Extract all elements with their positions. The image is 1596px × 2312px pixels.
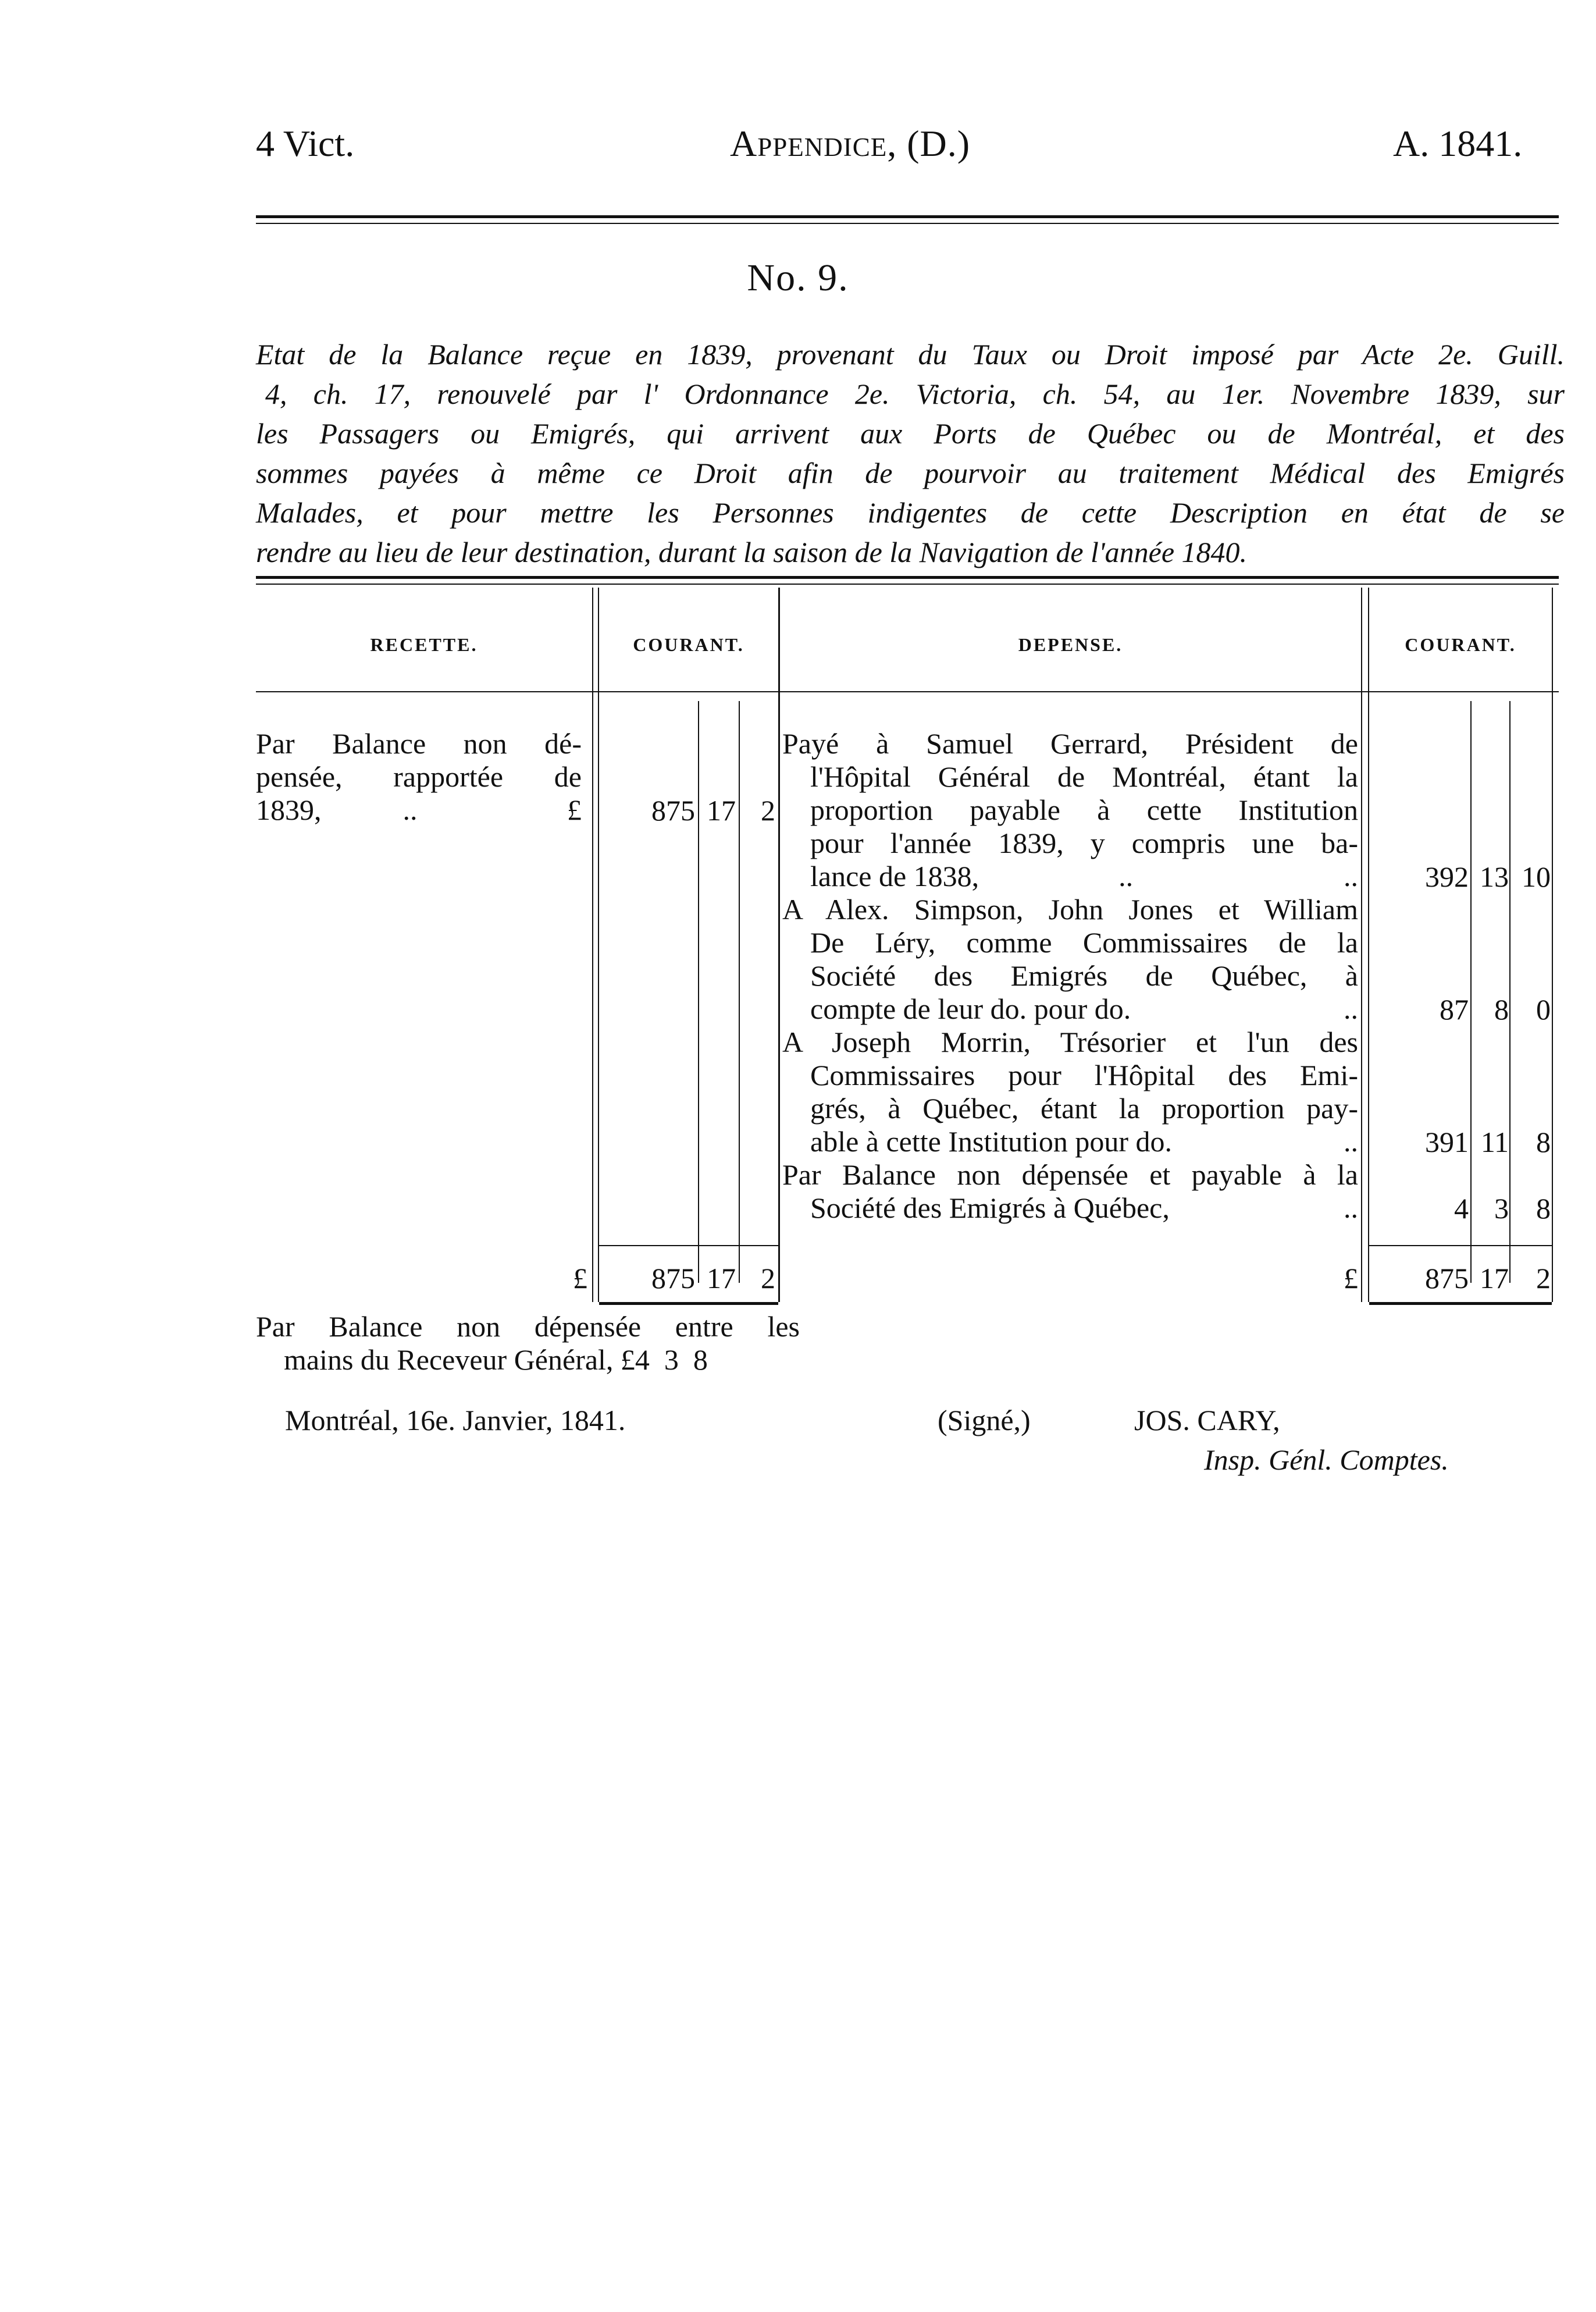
total-double-rule bbox=[599, 1302, 778, 1305]
depense-2-pounds: 87 bbox=[1440, 993, 1469, 1026]
depense-line: lance de 1838, bbox=[810, 860, 979, 892]
depense-line: Commissaires pour l'Hôpital des Emi- bbox=[810, 1059, 1358, 1091]
depense-4-shillings: 3 bbox=[1494, 1192, 1509, 1225]
total-double-rule bbox=[1369, 1302, 1552, 1305]
leader-dots: .. bbox=[1344, 1191, 1358, 1224]
total-right-pounds: 875 bbox=[1425, 1262, 1469, 1294]
col-divider bbox=[1361, 588, 1362, 1302]
depense-line: Société des Emigrés de Québec, à bbox=[810, 959, 1358, 992]
total-left-shillings: 17 bbox=[707, 1262, 736, 1294]
balance-note-line: Par Balance non dépensée entre les bbox=[256, 1310, 800, 1343]
depense-4-pence: 8 bbox=[1536, 1192, 1551, 1225]
header-rule-thin bbox=[256, 223, 1559, 224]
total-rule bbox=[1369, 1245, 1552, 1246]
depense-line: compte de leur do. pour do. bbox=[810, 993, 1131, 1025]
signatory-title: Insp. Génl. Comptes. bbox=[1204, 1443, 1449, 1476]
depense-1-shillings: 13 bbox=[1480, 860, 1509, 893]
depense-3-pence: 8 bbox=[1536, 1126, 1551, 1158]
total-right-pence: 2 bbox=[1536, 1262, 1551, 1294]
total-left-pence: 2 bbox=[761, 1262, 775, 1294]
table-top-rule bbox=[256, 576, 1559, 579]
intro-line: rendre au lieu de leur destination, durant la saison de la Navigation de l'année 1840. bbox=[256, 536, 1248, 568]
intro-line: les Passagers ou Emigrés, qui arrivent aux Ports de Québec ou de Montréal, et des bbox=[256, 417, 1565, 450]
col-divider bbox=[698, 701, 699, 1283]
depense-line: l'Hôpital Général de Montréal, étant la bbox=[810, 760, 1358, 793]
depense-3-pounds: 391 bbox=[1425, 1126, 1469, 1158]
depense-entry bbox=[782, 1026, 1358, 1158]
depense-1-pounds: 392 bbox=[1425, 860, 1469, 893]
header-right: A. 1841. bbox=[1393, 123, 1523, 164]
intro-line: Etat de la Balance reçue en 1839, provenant du Taux ou Droit imposé par Acte 2e. Guill. bbox=[256, 338, 1565, 371]
col-divider bbox=[598, 588, 599, 1302]
col-divider bbox=[1470, 701, 1472, 1283]
col-divider bbox=[739, 701, 740, 1283]
total-right-shillings: 17 bbox=[1480, 1262, 1509, 1294]
balance-note-line: mains du Receveur Général, £4 3 8 bbox=[284, 1343, 708, 1376]
col-head-recette: RECETTE. bbox=[370, 634, 478, 655]
col-divider bbox=[1509, 701, 1510, 1283]
depense-entry bbox=[782, 893, 1358, 1026]
depense-line: pour l'année 1839, y compris une ba- bbox=[810, 827, 1358, 859]
depense-line: proportion payable à cette Institution bbox=[810, 794, 1358, 826]
place-date: Montréal, 16e. Janvier, 1841. bbox=[285, 1404, 626, 1436]
document-number: No. 9. bbox=[747, 257, 849, 299]
table-top-rule-thin bbox=[256, 584, 1559, 585]
depense-1-pence: 10 bbox=[1522, 860, 1551, 893]
depense-first-line: A Alex. Simpson, John Jones et William bbox=[782, 893, 1358, 926]
leader-dots: .. bbox=[1344, 860, 1358, 892]
depense-line: grés, à Québec, étant la proportion pay- bbox=[810, 1092, 1358, 1125]
depense-line: able à cette Institution pour do. bbox=[810, 1125, 1173, 1158]
signatory-name: JOS. CARY, bbox=[1134, 1404, 1280, 1436]
depense-2-pence: 0 bbox=[1536, 993, 1551, 1026]
col-head-depense: DEPENSE. bbox=[1018, 634, 1123, 655]
intro-line: sommes payées à même ce Droit afin de pourvoir au traitement Médical des Emigrés bbox=[256, 457, 1565, 489]
total-left-pounds: 875 bbox=[651, 1262, 695, 1294]
col-head-courant: COURANT. bbox=[633, 634, 744, 655]
leader-dots: .. bbox=[1344, 993, 1358, 1025]
header-left: 4 Vict. bbox=[256, 123, 355, 164]
leader-dots: .. bbox=[402, 794, 418, 826]
table-header-rule bbox=[256, 691, 1559, 692]
intro-line: Malades, et pour mettre les Personnes indigentes de cette Description en état de se bbox=[256, 496, 1565, 529]
depense-entries bbox=[782, 727, 1358, 1225]
depense-2-shillings: 8 bbox=[1494, 993, 1509, 1026]
leader-dots: .. bbox=[1344, 1125, 1358, 1158]
recette-entry bbox=[256, 727, 582, 827]
col-divider bbox=[1552, 588, 1553, 1302]
total-currency-sign: £ bbox=[1344, 1262, 1358, 1294]
intro-line: 4, ch. 17, renouvelé par l' Ordonnance 2e. Victoria, ch. 54, au 1er. Novembre 1839, sur bbox=[265, 378, 1565, 410]
leader-dots: .. bbox=[1118, 860, 1134, 892]
depense-line: Société des Emigrés à Québec, bbox=[810, 1191, 1170, 1224]
total-currency-sign: £ bbox=[573, 1262, 587, 1294]
depense-line: De Léry, comme Commissaires de la bbox=[810, 926, 1358, 959]
col-divider bbox=[1368, 588, 1369, 1302]
depense-first-line: Payé à Samuel Gerrard, Président de bbox=[782, 727, 1358, 760]
depense-first-line: A Joseph Morrin, Trésorier et l'un des bbox=[782, 1026, 1358, 1058]
recette-line: pensée, rapportée de bbox=[256, 760, 582, 793]
header-rule-thick bbox=[256, 215, 1559, 218]
currency-sign: £ bbox=[567, 794, 582, 826]
recette-line: 1839, bbox=[256, 794, 322, 826]
depense-3-shillings: 11 bbox=[1480, 1126, 1509, 1158]
col-head-courant-2: COURANT. bbox=[1405, 634, 1516, 655]
depense-entry bbox=[782, 1158, 1358, 1225]
header-center: Appendice, (D.) bbox=[730, 123, 971, 164]
col-divider bbox=[592, 588, 593, 1302]
total-rule bbox=[599, 1245, 778, 1246]
signe-label: (Signé,) bbox=[938, 1404, 1031, 1436]
col-divider bbox=[778, 588, 780, 1302]
depense-entry bbox=[782, 727, 1358, 893]
depense-first-line: Par Balance non dépensée et payable à la bbox=[782, 1158, 1358, 1191]
recette-line: Par Balance non dé- bbox=[256, 727, 582, 760]
recette-pence: 2 bbox=[761, 794, 775, 827]
depense-4-pounds: 4 bbox=[1454, 1192, 1469, 1225]
recette-pounds: 875 bbox=[651, 794, 695, 827]
balance-note bbox=[256, 1310, 803, 1376]
intro-paragraph bbox=[256, 335, 1565, 572]
recette-shillings: 17 bbox=[707, 794, 736, 827]
